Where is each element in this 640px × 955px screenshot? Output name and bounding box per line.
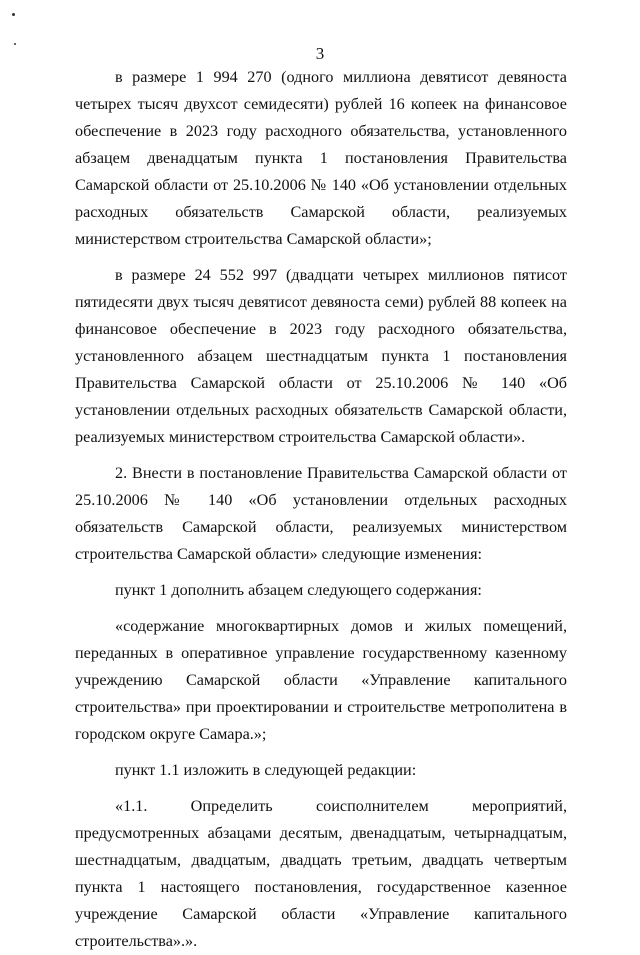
paragraph-new-clause-text: «содержание многоквартирных домов и жилых помещений, переданных в оперативное управление государственному казенному учреждению Самарской области «Управление капитального строительства» при проектировании и строительстве метрополитена в городском округе Самара.»;: [75, 617, 567, 743]
paragraph-point-1-1-text: «1.1. Определить соисполнителем мероприятий, предусмотренных абзацами десятым, двенадцатым, четырнадцатым, шестнадцатым, двадцатым, двадцать третьим, двадцать четвертым пункта 1 настоящего постановления, государственное казенное учреждение Самарской области «Управление капитального строительства».».: [75, 797, 567, 950]
paragraph-point-1-1-instruction: пункт 1.1 изложить в следующей редакции:: [115, 761, 417, 779]
paragraph-funding-2: в размере 24 552 997 (двадцати четырех миллионов пятисот пятидесяти двух тысяч девятисот девяноста семи) рублей 88 копеек на финансовое обеспечение в 2023 году расходного обязательства, установленного абзацем шестнадцатым пункта 1 постановления Правительства Самарской области от 25.10.2006 № 140 «Об установлении отдельных расходных обязательств Самарской области, реализуемых министерством строительства Самарской области».: [75, 266, 567, 446]
scan-mark: [12, 13, 15, 16]
paragraph-amendment-intro: 2. Внести в постановление Правительства Самарской области от 25.10.2006 № 140 «Об установлении отдельных расходных обязательств Самарской области, реализуемых министерством строительства Самарской области» следующие изменения:: [75, 464, 567, 563]
paragraph-funding-1: в размере 1 994 270 (одного миллиона девятисот девяноста четырех тысяч двухсот семидесяти) рублей 16 копеек на финансовое обеспечение в 2023 году расходного обязательства, установленного абзацем двенадцатым пункта 1 постановления Правительства Самарской области от 25.10.2006 № 140 «Об установлении отдельных расходных обязательств Самарской области, реализуемых министерством строительства Самарской области»;: [75, 68, 567, 248]
page-number: 3: [315, 44, 325, 63]
paragraph-point-1-instruction: пункт 1 дополнить абзацем следующего содержания:: [115, 581, 482, 599]
document-body: [75, 64, 567, 955]
